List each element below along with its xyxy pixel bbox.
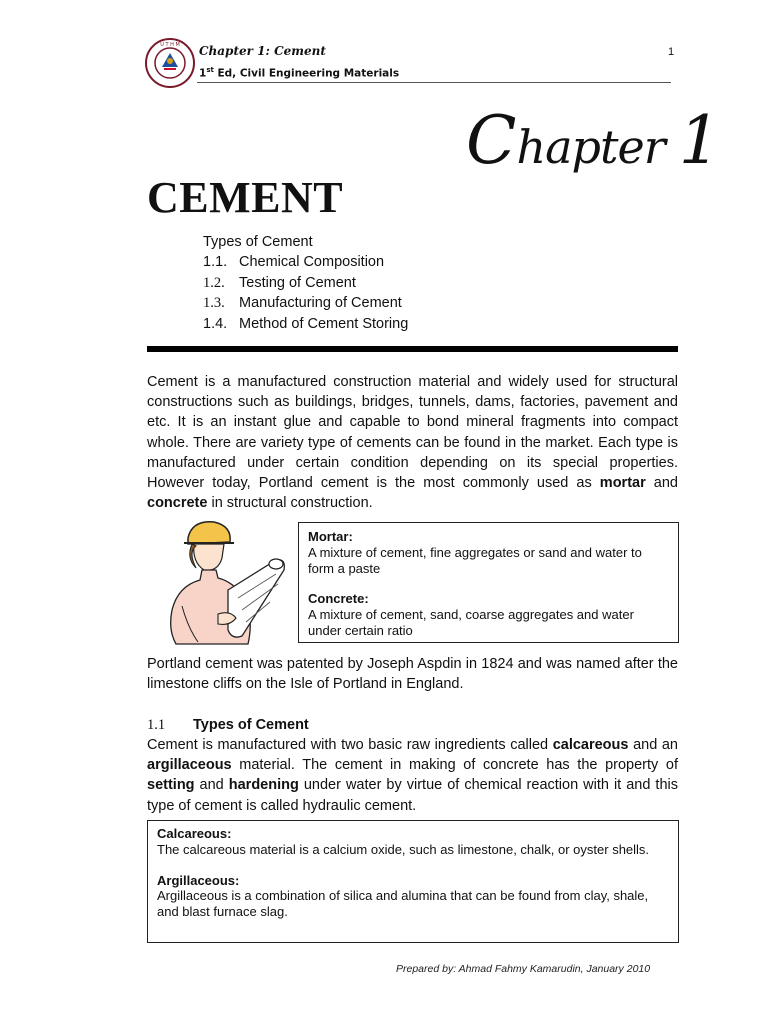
types-text: under water by virtue of chemical reaction with it and this type of cement is called hydraulic cement. (147, 777, 678, 814)
page-title: CEMENT (147, 173, 344, 222)
types-bold-hardening: hardening (228, 777, 299, 794)
section-heading (147, 715, 309, 735)
intro-text: in structural construction. (207, 495, 373, 512)
chapter-initial: C (466, 102, 517, 179)
toc-label: Manufacturing of Cement (239, 295, 402, 312)
types-text: and an (628, 737, 678, 753)
intro-text: Cement is a manufactured construction material and widely used for structural constructions such as buildings, bridges, tunnels, dams, factories, pavement and etc. It is an instant glue and capable to bond mineral fragments into compact whole. There are variety type of cements can be found in the market. Each type is manufactured under certain condition depending on its special properties. However today, Portland cement is the most commonly used as (147, 374, 678, 492)
list-item (203, 314, 408, 334)
types-bold-setting: setting (147, 777, 195, 794)
types-text: material. The cement in making of concrete has the property of (231, 757, 678, 774)
types-text: Cement is manufactured with two basic raw ingredients called (147, 737, 553, 753)
portland-paragraph: Portland cement was patented by Joseph Aspdin in 1824 and was named after the limestone cliffs on the Isle of Portland in England. (147, 656, 678, 693)
section-number: 1.1 (147, 717, 166, 733)
toc-number: 1.2. (203, 274, 225, 291)
chapter-number: 1 (678, 102, 721, 179)
definition-text: A mixture of cement, fine aggregates or sand and water to form a paste (308, 544, 642, 576)
types-paragraph (147, 735, 678, 816)
chapter-heading (466, 102, 721, 179)
types-bold-argillaceous: argillaceous (147, 757, 232, 774)
intro-paragraph (147, 372, 678, 513)
chapter-contents-list (203, 232, 408, 334)
intro-text: and (645, 475, 678, 492)
definition-box-raw-materials (147, 820, 679, 943)
list-item (203, 252, 408, 272)
toc-label: Testing of Cement (239, 274, 356, 291)
definition-term: Concrete: (308, 591, 369, 607)
toc-number: 1.3. (203, 295, 225, 312)
page-number: 1 (668, 46, 675, 58)
types-bold-calcareous: calcareous (552, 737, 629, 753)
list-item (203, 293, 408, 313)
toc-number: 1.4. (203, 315, 228, 332)
toc-label: Chemical Composition (239, 254, 385, 271)
types-text: and (194, 777, 229, 794)
definition-term: Mortar: (308, 529, 353, 544)
definition-term: Calcareous: (157, 826, 232, 841)
header-chapter-title: Chapter 1: Cement (199, 44, 326, 58)
definition-text: A mixture of cement, sand, coarse aggregates and water under certain ratio (308, 607, 634, 638)
section-title: Types of Cement (193, 717, 309, 733)
header-edition: 1st Ed, Civil Engineering Materials (199, 66, 400, 80)
footer-credit: Prepared by: Ahmad Fahmy Kamarudin, January 2010 (396, 963, 651, 975)
definition-box-mortar-concrete (298, 522, 679, 643)
svg-text:U T H M: U T H M (160, 42, 180, 48)
engineer-with-blueprints-icon (158, 518, 293, 650)
definition-text: Argillaceous is a combination of silica and alumina that can be found from clay, shale, and blast furnace slag. (157, 888, 649, 920)
definition-text: The calcareous material is a calcium oxide, such as limestone, chalk, or oyster shells. (157, 841, 650, 857)
list-item (203, 273, 408, 293)
definition-term: Argillaceous: (157, 872, 240, 888)
toc-label: Method of Cement Storing (239, 315, 409, 332)
toc-label: Types of Cement (203, 234, 313, 250)
toc-number: 1.1. (203, 254, 228, 271)
intro-bold-concrete: concrete (147, 495, 208, 512)
chapter-word-rest: hapter (516, 120, 665, 174)
university-seal-icon (144, 37, 196, 89)
section-divider (147, 346, 678, 352)
list-item (203, 232, 408, 252)
intro-bold-mortar: mortar (599, 475, 646, 492)
header-divider (197, 82, 671, 83)
